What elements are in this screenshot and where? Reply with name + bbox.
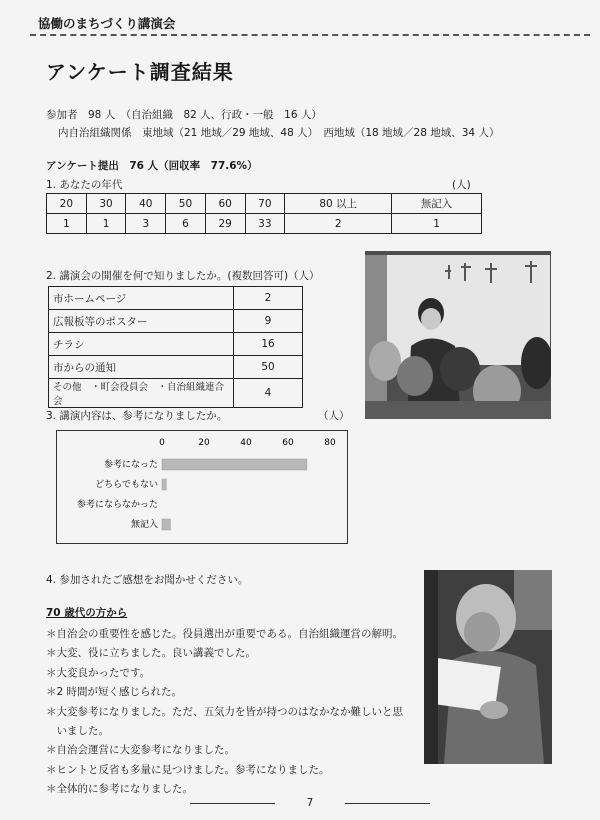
bar [162, 519, 170, 530]
q3-chart-frame [56, 430, 348, 544]
q2-label: 2. 講演会の開催を何で知りましたか。(複数回答可)（人） [46, 270, 320, 282]
x-tick-label: 40 [240, 438, 252, 448]
page-footer [190, 797, 430, 811]
age-header: 30 [86, 194, 126, 214]
footer-rule-right [345, 803, 430, 804]
comment-item: ＊全体的に参考になりました。 [46, 783, 193, 796]
lecture-photo [365, 251, 551, 419]
survey-submitted: アンケート提出 76 人（回収率 77.6%） [46, 160, 258, 172]
group-heading: 70 歳代の方から [46, 607, 128, 619]
media-value: 9 [234, 310, 303, 333]
header-title: 協働のまちづくり講演会 [38, 16, 176, 31]
x-tick-label: 0 [159, 438, 165, 448]
age-header: 70 [245, 194, 285, 214]
age-table-header-row [47, 194, 482, 214]
category-label: 無記入 [130, 520, 158, 530]
comment-item: いました。 [46, 724, 109, 737]
media-label: 市からの通知 [49, 356, 234, 379]
comment-item: ＊大変良かったです。 [46, 666, 151, 679]
category-label: 参考になった [103, 460, 158, 470]
age-value: 2 [285, 214, 392, 234]
age-value: 6 [166, 214, 206, 234]
q4-label: 4. 参加されたご感想をお聞かせください。 [46, 574, 249, 586]
participant-photo [424, 570, 552, 764]
comment-item: ＊大変参考になりました。ただ、五気力を皆が持つのはなかなか難しいと思 [46, 705, 403, 718]
media-label: チラシ [49, 333, 234, 356]
participants-line: 参加者 98 人 （自治組織 82 人、行政・一般 16 人） [46, 109, 322, 121]
q3-label: 3. 講演内容は、参考になりましたか。 [46, 410, 228, 422]
age-table [46, 193, 482, 234]
q1-label: 1. あなたの年代 [46, 179, 123, 191]
age-header: 60 [205, 194, 245, 214]
age-value: 1 [47, 214, 87, 234]
comment-list [46, 626, 426, 801]
comment-item: ＊大変、役に立ちました。良い講義でした。 [46, 647, 256, 660]
age-header: 50 [166, 194, 206, 214]
media-label: 広報板等のポスター [49, 310, 234, 333]
page-title: アンケート調査結果 [46, 60, 234, 84]
bar [162, 479, 166, 490]
x-tick-label: 80 [324, 438, 336, 448]
age-value: 33 [245, 214, 285, 234]
media-table [48, 286, 303, 408]
header-divider [30, 34, 590, 36]
category-label: 参考にならなかった [76, 500, 158, 510]
age-value: 1 [86, 214, 126, 234]
age-header: 80 以上 [285, 194, 392, 214]
age-value: 1 [392, 214, 482, 234]
media-value: 4 [234, 379, 303, 408]
age-value: 3 [126, 214, 166, 234]
age-table-value-row [47, 214, 482, 234]
q3-unit: （人） [318, 410, 350, 422]
participants-breakdown: 内自治組織関係 東地域（21 地域／29 地域、48 人） 西地域（18 地域／28 地域、34 人） [58, 127, 500, 139]
age-header: 20 [47, 194, 87, 214]
media-value: 50 [234, 356, 303, 379]
bar [162, 459, 307, 470]
table-row [49, 310, 303, 333]
media-value: 16 [234, 333, 303, 356]
media-label: 市ホームページ [49, 287, 234, 310]
lecture-photo-image [365, 251, 551, 419]
media-label: その他 ・町会役員会 ・自治組織連合会 [49, 379, 234, 408]
media-value: 2 [234, 287, 303, 310]
table-row [49, 333, 303, 356]
table-row [49, 356, 303, 379]
table-row [49, 379, 303, 408]
comment-item: ＊ヒントと反省も多量に見つけました。参考になりました。 [46, 763, 330, 776]
age-header: 40 [126, 194, 166, 214]
q3-bar-chart [57, 431, 347, 543]
comment-item: ＊自治会の重要性を感じた。役員選出が重要である。自治組織運営の解明。 [46, 628, 403, 640]
category-label: どちらでもない [95, 480, 158, 490]
q1-unit: (人) [452, 179, 471, 191]
table-row [49, 287, 303, 310]
age-value: 29 [205, 214, 245, 234]
page-number: 7 [306, 797, 314, 809]
comment-item: ＊2 時間が短く感じられた。 [46, 686, 183, 699]
participant-photo-image [424, 570, 552, 764]
x-tick-label: 20 [198, 438, 210, 448]
x-tick-label: 60 [282, 438, 294, 448]
age-header: 無記入 [392, 194, 482, 214]
comment-item: ＊自治会運営に大変参考になりました。 [46, 744, 235, 757]
